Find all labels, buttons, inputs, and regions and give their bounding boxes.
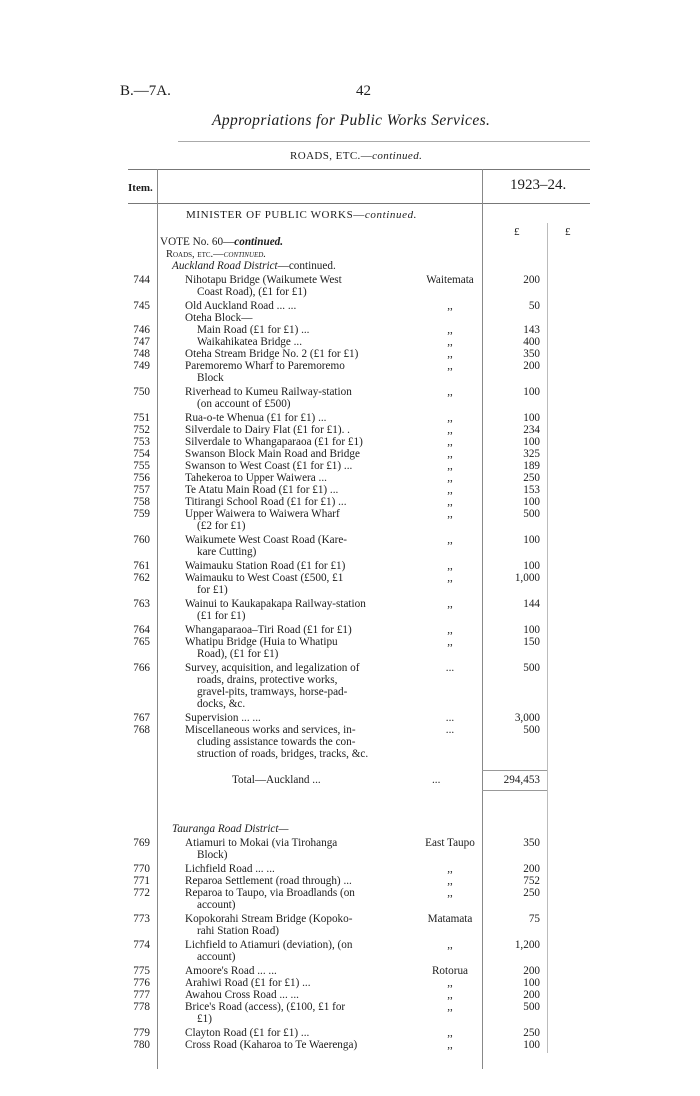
item-amount: 500 [523,662,540,674]
item-number: 780 [133,1039,150,1051]
item-amount: 350 [523,348,540,360]
item-description: Swanson to West Coast (£1 for £1) ... [185,460,353,472]
item-amount: 150 [523,636,540,648]
item-number: 778 [133,1001,150,1013]
item-amount: 250 [523,887,540,899]
item-amount: 75 [528,913,540,925]
item-description: Survey, acquisition, and legalization of [185,662,360,674]
item-amount: 250 [523,1027,540,1039]
item-electorate: ,, [447,636,453,648]
item-description: kare Cutting) [197,546,257,558]
item-description: Upper Waiwera to Waiwera Wharf [185,508,340,520]
item-electorate: ,, [447,324,453,336]
item-description: Oteha Block— [185,312,253,324]
item-description: Supervision ... ... [185,712,261,724]
item-electorate: ,, [447,875,453,887]
item-electorate: ,, [447,1039,453,1051]
item-electorate: ,, [447,496,453,508]
item-amount: 100 [523,534,540,546]
item-electorate: ,, [447,1027,453,1039]
item-description: Clayton Road (£1 for £1) ... [185,1027,310,1039]
item-number: 752 [133,424,150,436]
item-number: 754 [133,448,150,460]
item-description: Nihotapu Bridge (Waikumete West [185,274,342,286]
item-number: 758 [133,496,150,508]
item-number: 768 [133,724,150,736]
item-amount: 200 [523,965,540,977]
item-amount: 100 [523,496,540,508]
item-amount: 200 [523,274,540,286]
item-description: Silverdale to Dairy Flat (£1 for £1). . [185,424,350,436]
total-rule-top [482,770,547,771]
item-description: struction of roads, bridges, tracks, &c. [197,748,369,760]
item-number: 755 [133,460,150,472]
item-description: rahi Station Road) [197,925,280,937]
item-description: roads, drains, protective works, [197,674,338,686]
item-description: Road), (£1 for £1) [197,648,279,660]
item-number: 748 [133,348,150,360]
item-number: 779 [133,1027,150,1039]
item-amount: 400 [523,336,540,348]
item-description: Rua-o-te Whenua (£1 for £1) ... [185,412,327,424]
table-top-rule [128,169,590,170]
district-heading-auckland: Auckland Road District—continued. [172,260,336,272]
item-number: 750 [133,386,150,398]
item-electorate: ,, [447,436,453,448]
item-amount: 100 [523,412,540,424]
item-electorate: ,, [447,336,453,348]
item-description: Oteha Stream Bridge No. 2 (£1 for £1) [185,348,359,360]
item-description: Titirangi School Road (£1 for £1) ... [185,496,347,508]
item-number: 760 [133,534,150,546]
item-number: 773 [133,913,150,925]
document-reference: B.—7A. [120,83,171,99]
item-description: Paremoremo Wharf to Paremoremo [185,360,345,372]
item-amount: 234 [523,424,540,436]
vote-heading: VOTE No. 60—continued. [160,236,284,248]
item-description: Kopokorahi Stream Bridge (Kopoko- [185,913,353,925]
total-rule-bottom [482,790,547,791]
item-number: 756 [133,472,150,484]
second-amount-column-divider [547,223,548,1053]
item-electorate: ,, [447,484,453,496]
title-rule [178,141,590,142]
item-amount: 100 [523,624,540,636]
item-amount: 500 [523,1001,540,1013]
item-electorate: ,, [447,508,453,520]
item-electorate: ,, [447,534,453,546]
item-amount: 250 [523,472,540,484]
item-description: (£1 for £1) [197,610,246,622]
item-description: Waikahikatea Bridge ... [197,336,303,348]
item-electorate: ,, [447,386,453,398]
item-electorate: ,, [447,412,453,424]
item-description: Reparoa to Taupo, via Broadlands (on [185,887,355,899]
item-description: Coast Road), (£1 for £1) [197,286,307,298]
item-description: Arahiwi Road (£1 for £1) ... [185,977,311,989]
item-number: 749 [133,360,150,372]
item-number: 765 [133,636,150,648]
item-amount: 500 [523,508,540,520]
item-amount: 752 [523,875,540,887]
item-amount: 100 [523,386,540,398]
item-number: 776 [133,977,150,989]
item-amount: 50 [528,300,540,312]
item-number: 770 [133,863,150,875]
item-description: Swanson Block Main Road and Bridge [185,448,360,460]
item-number: 761 [133,560,150,572]
item-description: account) [197,899,236,911]
item-number: 751 [133,412,150,424]
ministry-heading: MINISTER OF PUBLIC WORKS—continued. [186,209,418,221]
item-description: gravel-pits, tramways, horse-pad- [197,686,348,698]
item-electorate: ... [445,724,455,736]
item-number: 772 [133,887,150,899]
item-amount: 189 [523,460,540,472]
item-description: Tahekeroa to Upper Waiwera ... [185,472,327,484]
item-electorate: Matamata [427,913,473,925]
item-electorate: ,, [447,887,453,899]
item-description: (£2 for £1) [197,520,246,532]
page-title: Appropriations for Public Works Services. [212,112,491,129]
item-electorate: ,, [447,977,453,989]
item-amount: 200 [523,989,540,1001]
item-description: Reparoa Settlement (road through) ... [185,875,352,887]
item-electorate: ,, [447,598,453,610]
item-number: 777 [133,989,150,1001]
item-amount: 325 [523,448,540,460]
item-electorate: East Taupo [425,837,475,849]
item-description: Te Atatu Main Road (£1 for £1) ... [185,484,339,496]
item-description: Whatipu Bridge (Huia to Whatipu [185,636,338,648]
item-electorate: ,, [447,300,453,312]
item-description: Main Road (£1 for £1) ... [197,324,310,336]
item-amount: 200 [523,360,540,372]
item-number: 745 [133,300,150,312]
item-amount: 500 [523,724,540,736]
item-description: Brice's Road (access), (£100, £1 for [185,1001,346,1013]
item-description: Waimauku Station Road (£1 for £1) [185,560,346,572]
item-electorate: ,, [447,572,453,584]
item-number: 753 [133,436,150,448]
item-amount: 100 [523,436,540,448]
item-number: 766 [133,662,150,674]
item-description: Lichfield Road ... ... [185,863,275,875]
item-description: cluding assistance towards the con- [197,736,356,748]
item-description: Lichfield to Atiamuri (deviation), (on [185,939,353,951]
item-number: 764 [133,624,150,636]
item-electorate: ,, [447,939,453,951]
item-description: Miscellaneous works and services, in- [185,724,356,736]
item-number: 759 [133,508,150,520]
item-number: 769 [133,837,150,849]
item-description: Atiamuri to Mokai (via Tirohanga [185,837,338,849]
item-amount: 1,200 [514,939,540,951]
item-amount: 1,000 [514,572,540,584]
item-electorate: ,, [447,989,453,1001]
item-number: 762 [133,572,150,584]
item-description: for £1) [197,584,228,596]
total-auckland-label: Total—Auckland ... [232,774,321,786]
item-electorate: ... [445,662,455,674]
item-description: (on account of £500) [197,398,291,410]
item-electorate: ,, [447,424,453,436]
item-description: Silverdale to Whangaparaoa (£1 for £1) [185,436,363,448]
item-number: 757 [133,484,150,496]
pound-sign-1: £ [514,226,520,238]
item-electorate: ,, [447,460,453,472]
item-description: Block [197,372,224,384]
page-number: 42 [356,83,371,99]
item-description: account) [197,951,236,963]
item-number: 746 [133,324,150,336]
item-amount: 100 [523,977,540,989]
item-electorate: ,, [447,448,453,460]
item-description: Block) [197,849,228,861]
item-electorate: ,, [447,1001,453,1013]
item-electorate: Waitemata [426,274,474,286]
item-amount: 100 [523,1039,540,1051]
item-electorate: ,, [447,863,453,875]
item-description: £1) [197,1013,212,1025]
item-amount: 350 [523,837,540,849]
item-description: Old Auckland Road ... ... [185,300,297,312]
item-description: Wainui to Kaukapakapa Railway-station [185,598,366,610]
roads-heading: Roads, etc.—continued. [166,249,266,260]
item-description: Waikumete West Coast Road (Kare- [185,534,348,546]
item-amount: 3,000 [514,712,540,724]
item-number: 775 [133,965,150,977]
item-number: 747 [133,336,150,348]
item-number: 763 [133,598,150,610]
item-amount: 153 [523,484,540,496]
table-header-rule [128,203,590,204]
item-electorate: ,, [447,348,453,360]
item-electorate: ,, [447,560,453,572]
item-description: Whangaparaoa–Tiri Road (£1 for £1) [185,624,352,636]
item-number: 767 [133,712,150,724]
item-description: docks, &c. [197,698,246,710]
item-description: Cross Road (Kaharoa to Te Waerenga) [185,1039,358,1051]
item-description: Riverhead to Kumeu Railway-station [185,386,352,398]
pound-sign-2: £ [565,226,571,238]
district-heading-tauranga: Tauranga Road District— [172,823,289,835]
total-auckland-amount: 294,453 [503,774,540,786]
item-amount: 143 [523,324,540,336]
year-column-header: 1923–24. [510,177,567,193]
item-number: 771 [133,875,150,887]
item-column-header: Item. [128,182,153,194]
item-electorate: Rotorua [431,965,469,977]
item-number: 744 [133,274,150,286]
item-number: 774 [133,939,150,951]
item-electorate: ... [445,712,455,724]
item-electorate: ,, [447,472,453,484]
item-electorate: ,, [447,360,453,372]
item-description: Amoore's Road ... ... [185,965,277,977]
section-subtitle: ROADS, ETC.—continued. [290,150,423,162]
item-amount: 200 [523,863,540,875]
item-column-divider [157,169,158,1069]
item-amount: 100 [523,560,540,572]
total-auckland-dots: ... [432,774,441,786]
item-electorate: ,, [447,624,453,636]
item-description: Awahou Cross Road ... ... [185,989,299,1001]
item-description: Waimauku to West Coast (£500, £1 [185,572,344,584]
item-amount: 144 [523,598,540,610]
